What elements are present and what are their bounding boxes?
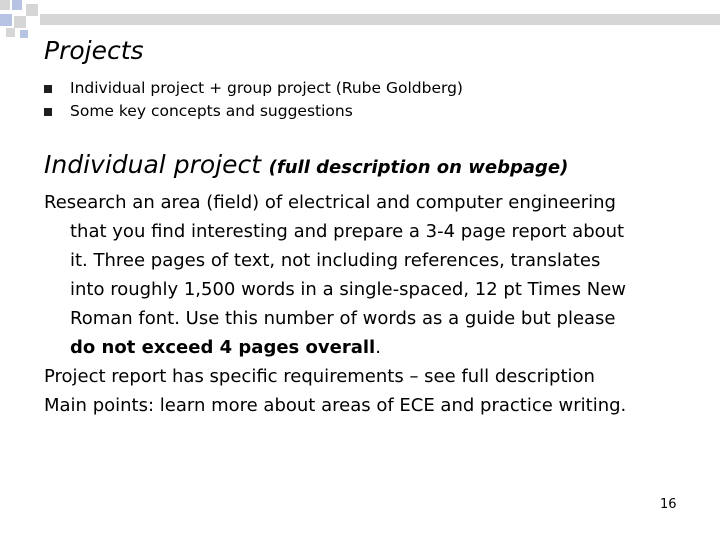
paragraph-requirements: Project report has specific requirements – see full description: [44, 366, 595, 387]
paragraph-line: Research an area (field) of electrical and computer engineering: [44, 192, 616, 213]
bullet-list: [44, 77, 463, 123]
section-heading: [44, 150, 568, 179]
section-heading-main: Individual project: [44, 150, 262, 179]
header-rule: [40, 14, 720, 25]
bullet-text: Some key concepts and suggestions: [70, 102, 353, 120]
section-heading-note: (full description on webpage): [268, 157, 569, 178]
square-bullet-icon: [44, 108, 52, 116]
paragraph-line: that you find interesting and prepare a 3-4 page report about: [70, 221, 625, 242]
list-item: [44, 77, 463, 100]
paragraph-main-points: Main points: learn more about areas of ECE and practice writing.: [44, 395, 627, 416]
paragraph-line: into roughly 1,500 words in a single-spaced, 12 pt Times New: [70, 279, 627, 300]
page-number: 16: [660, 497, 677, 512]
list-item: [44, 100, 463, 123]
bullet-text: Individual project + group project (Rube Goldberg): [70, 79, 463, 97]
paragraph-line: it. Three pages of text, not including references, translates: [70, 250, 601, 271]
period: .: [375, 337, 381, 358]
slide-body: [44, 188, 684, 420]
paragraph-line: [44, 333, 684, 362]
emphasis-text: do not exceed 4 pages overall: [70, 337, 376, 358]
square-bullet-icon: [44, 85, 52, 93]
paragraph-line: Roman font. Use this number of words as a guide but please: [70, 308, 616, 329]
slide-title: Projects: [44, 36, 144, 65]
